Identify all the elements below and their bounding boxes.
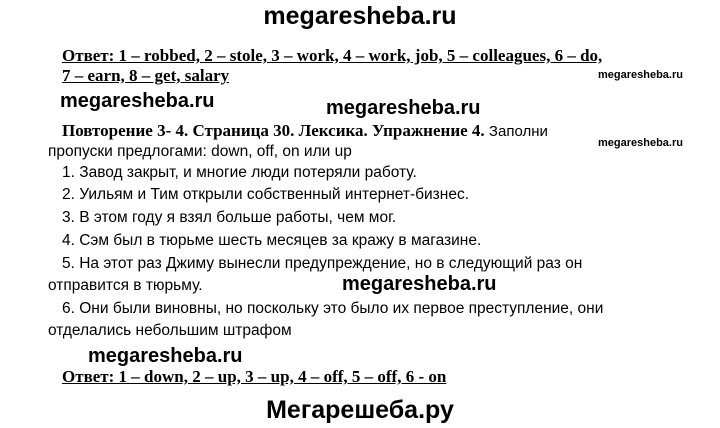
watermark-bottom: Мегарешеба.ру: [266, 396, 454, 424]
answer-2: Ответ: 1 – down, 2 – up, 3 – up, 4 – off, 5 – off, 6 - on: [62, 367, 447, 386]
watermark-left-1: megaresheba.ru: [60, 90, 215, 112]
watermark-right-2: megaresheba.ru: [598, 137, 683, 149]
sentence-3: 3. В этом году я взял больше работы, чем мог.: [62, 209, 397, 226]
exercise-heading: Повторение 3- 4. Страница 30. Лексика. Упражнение 4.: [62, 121, 485, 140]
sentence-4: 4. Сэм был в тюрьме шесть месяцев за кражу в магазине.: [62, 232, 482, 249]
watermark-center-1: megaresheba.ru: [326, 97, 481, 119]
answer-line-2: 7 – earn, 8 – get, salary: [62, 66, 230, 85]
watermark-top: megaresheba.ru: [263, 2, 457, 30]
exercise-instruction-start: Заполни: [488, 123, 548, 140]
sentence-5: 5. На этот раз Джиму вынесли предупреждение, но в следующий раз он: [62, 255, 583, 272]
exercise-heading-line: [62, 121, 548, 142]
watermark-center-2: megaresheba.ru: [342, 273, 497, 295]
answer-line-1: Ответ: 1 – robbed, 2 – stole, 3 – work, 4 – work, job, 5 – colleagues, 6 – do,: [62, 46, 603, 65]
sentence-1: 1. Завод закрыт, и многие люди потеряли работу.: [62, 164, 417, 181]
watermark-left-2: megaresheba.ru: [88, 345, 243, 367]
sentence-6-cont: отделались небольшим штрафом: [48, 322, 292, 339]
sentence-5-cont: отправится в тюрьму.: [48, 277, 203, 294]
sentence-2: 2. Уильям и Тим открыли собственный интернет-бизнес.: [62, 186, 470, 203]
watermark-right-1: megaresheba.ru: [598, 69, 683, 81]
exercise-instruction-end: пропуски предлогами: down, off, on или up: [48, 143, 352, 160]
sentence-6: 6. Они были виновны, но поскольку это было их первое преступление, они: [62, 300, 604, 317]
